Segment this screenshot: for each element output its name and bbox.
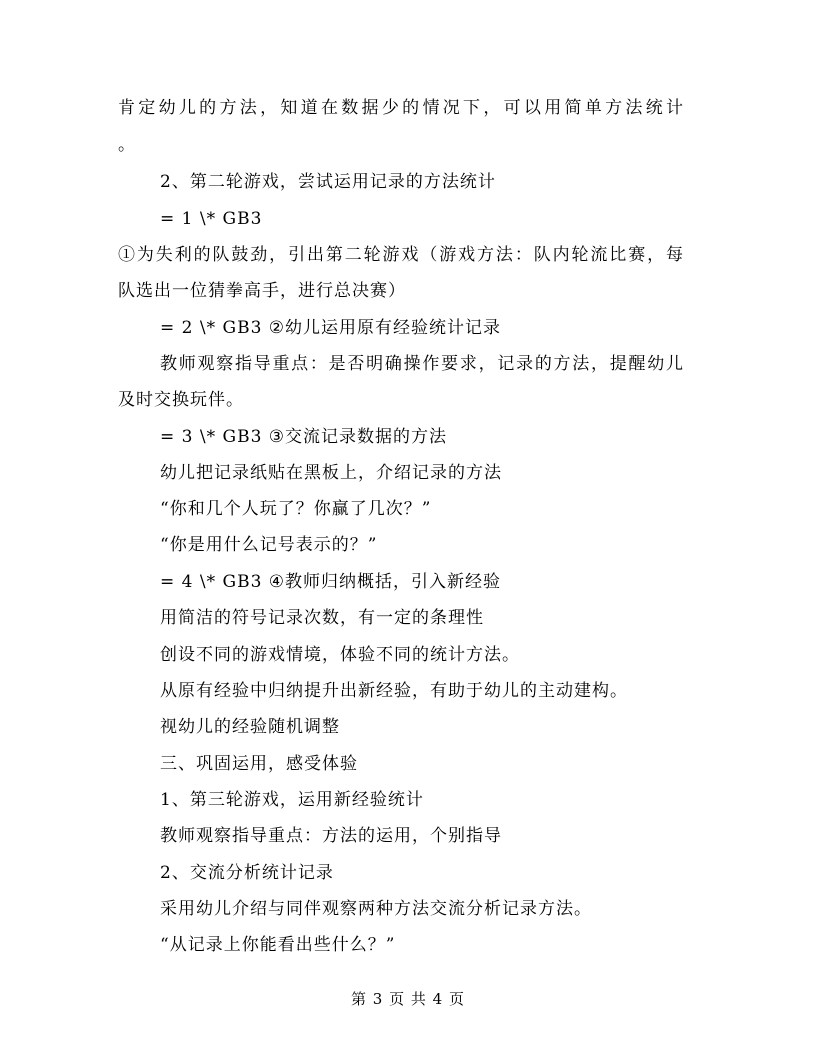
field-code-line: = 1 \* GB3 [160,209,263,229]
paragraph-line: 从原有经验中归纳提升出新经验，有助于幼儿的主动建构。 [160,681,628,701]
paragraph-line: = 2 \* GB3 ②幼儿运用原有经验统计记录 [160,318,502,338]
paragraph-line: 。 [118,135,136,155]
page-number-footer: 第 3 页 共 4 页 [351,990,465,1008]
paragraph-line: 教师观察指导重点：是否明确操作要求，记录的方法，提醒幼儿 [160,354,684,374]
paragraph-line: 队选出一位猜拳高手，进行总决赛） [118,281,406,301]
paragraph-line: 采用幼儿介绍与同伴观察两种方法交流分析记录方法。 [160,899,592,919]
paragraph-line: = 4 \* GB3 ④教师归纳概括，引入新经验 [160,572,502,592]
paragraph-line: 幼儿把记录纸贴在黑板上，介绍记录的方法 [160,463,502,483]
quote-line: “从记录上你能看出些什么？” [160,935,396,955]
section-heading: 2、第二轮游戏，尝试运用记录的方法统计 [160,172,496,192]
paragraph-line: 肯定幼儿的方法，知道在数据少的情况下，可以用简单方法统计 [118,98,684,118]
paragraph-line: = 3 \* GB3 ③交流记录数据的方法 [160,427,448,447]
quote-line: “你和几个人玩了？你赢了几次？” [160,499,432,519]
paragraph-line: 用简洁的符号记录次数，有一定的条理性 [160,608,484,628]
paragraph-line: 教师观察指导重点：方法的运用，个别指导 [160,826,502,846]
section-heading: 三、巩固运用，感受体验 [160,754,358,774]
quote-line: “你是用什么记号表示的？” [160,535,378,555]
paragraph-line: 创设不同的游戏情境，体验不同的统计方法。 [160,645,520,665]
paragraph-line: 视幼儿的经验随机调整 [160,717,340,737]
paragraph-line: ①为失利的队鼓劲，引出第二轮游戏（游戏方法：队内轮流比赛，每 [118,245,684,265]
paragraph-line: 及时交换玩伴。 [118,390,244,410]
section-heading: 2、交流分析统计记录 [160,863,334,883]
section-heading: 1、第三轮游戏，运用新经验统计 [160,790,424,810]
